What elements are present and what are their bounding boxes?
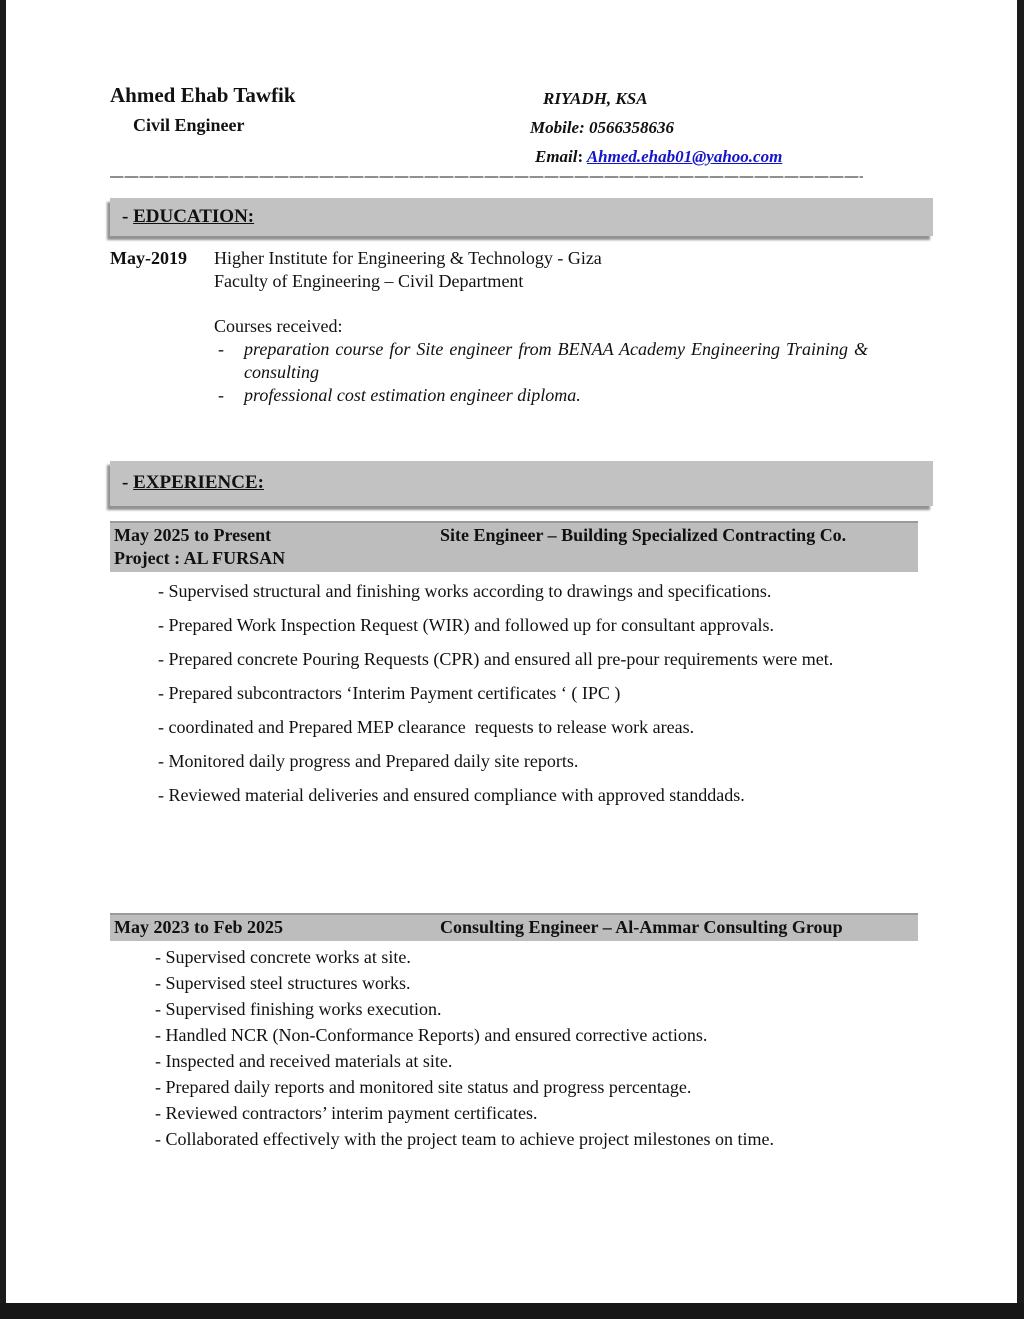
person-job-title: Civil Engineer [133,115,245,135]
job2-bullet: - Supervised concrete works at site. [155,947,411,967]
job1-header-bar [110,521,918,572]
person-name: Ahmed Ehab Tawfik [110,83,296,107]
job2-period: May 2023 to Feb 2025 [114,917,283,937]
job2-bullet: - Handled NCR (Non-Conformance Reports) and ensured corrective actions. [155,1025,708,1045]
job1-title: Site Engineer – Building Specialized Contracting Co. [440,525,847,545]
contact-block [530,84,782,171]
education-date: May-2019 [110,248,187,268]
job2-bullet: - Collaborated effectively with the project team to achieve project milestones on time. [155,1129,774,1149]
job1-bullet-list [110,580,933,807]
job1-period: May 2025 to Present [114,525,272,545]
education-school-line1: Higher Institute for Engineering & Technology - Giza [214,248,602,268]
job2-header-bar [110,913,918,941]
education-section-header [110,198,933,236]
identity-block [110,82,933,138]
email-link[interactable]: Ahmed.ehab01@yahoo.com [586,147,783,166]
job1-project: Project : AL FURSAN [114,548,286,568]
course-text: professional cost estimation engineer diploma. [244,385,581,405]
header [110,82,933,174]
contact-email [535,142,782,171]
job1-bullet: - coordinated and Prepared MEP clearance requests to release work areas. [158,717,695,737]
header-divider [110,176,863,178]
job2-bullet: - Inspected and received materials at site. [155,1051,453,1071]
job1-bullet: - Prepared subcontractors ‘Interim Payment certificates ‘ ( IPC ) [158,683,621,703]
experience-heading-dash: - [122,472,129,493]
education-entry [110,247,933,293]
page-edge-bottom [0,1303,1024,1319]
job2-bullet: - Supervised steel structures works. [155,973,411,993]
job2-bullet: - Prepared daily reports and monitored site status and progress percentage. [155,1077,692,1097]
job1-bullet: - Supervised structural and finishing works according to drawings and specifications. [158,581,772,601]
mobile-number: 0566358636 [589,118,675,137]
job2-title: Consulting Engineer – Al-Ammar Consulting Group [440,917,843,937]
job1-bullet: - Prepared concrete Pouring Requests (CPR) and ensured all pre-pour requirements were met. [158,649,834,669]
contact-location: RIYADH, KSA [543,89,648,108]
email-label: Email [535,147,578,166]
experience-section-header [110,461,933,506]
education-heading-label: EDUCATION: [133,206,255,227]
job1-bullet: - Monitored daily progress and Prepared daily site reports. [158,751,579,771]
email-separator: : [577,147,584,166]
course-text: preparation course for Site engineer from BENAA Academy Engineering Training & consulting [244,339,868,382]
courses-label: Courses received: [214,316,343,336]
job1-bullet: - Prepared Work Inspection Request (WIR) and followed up for consultant approvals. [158,615,775,635]
course-item [218,338,933,384]
course-marker: - [218,385,224,405]
job2-bullet: - Supervised finishing works execution. [155,999,442,1019]
job2-bullet-list [110,946,933,1151]
job2-bullet: - Reviewed contractors’ interim payment certificates. [155,1103,538,1123]
education-school-line2: Faculty of Engineering – Civil Department [214,271,524,291]
mobile-label: Mobile: [530,118,585,137]
course-item [218,384,933,407]
course-marker: - [218,339,224,359]
education-heading-dash: - [122,206,129,227]
education-school [214,247,602,293]
experience-heading-label: EXPERIENCE: [133,472,264,493]
job1-bullet: - Reviewed material deliveries and ensured compliance with approved standdads. [158,785,745,805]
contact-mobile [530,113,782,142]
